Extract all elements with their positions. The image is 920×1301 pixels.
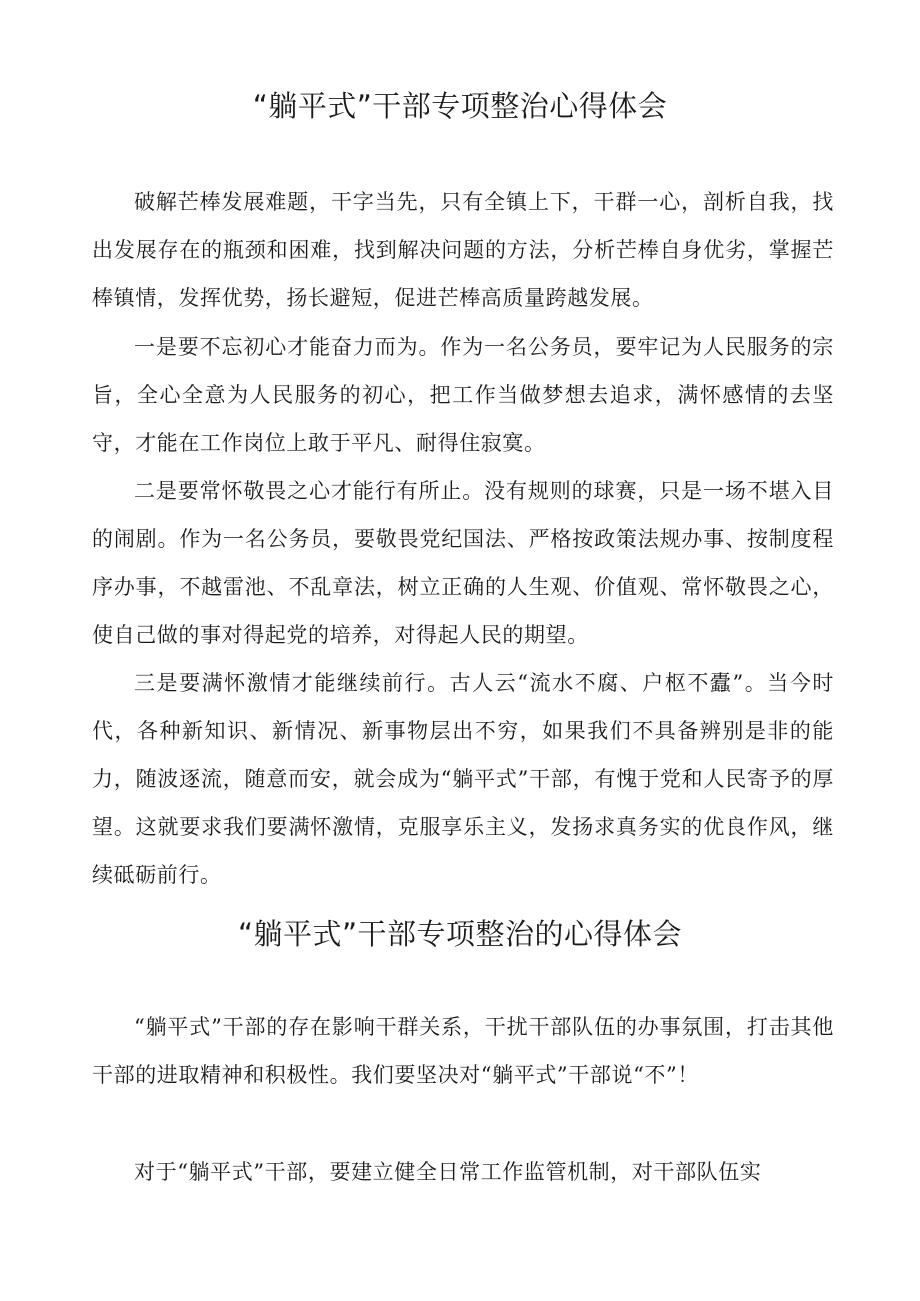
paragraph: 破解芒棒发展难题，干字当先，只有全镇上下，干群一心，剖析自我，找出发展存在的瓶颈和困难，找到解决问题的方法，分析芒棒自身优劣，掌握芒棒镇情，发挥优势，扬长避短，促进芒棒高质量跨越发展。 [92, 190, 834, 310]
paragraph: 三是要满怀激情才能继续前行。古人云“流水不腐、户枢不蠹”。当今时代，各种新知识、新情况、新事物层出不穷，如果我们不具备辨别是非的能力，随波逐流，随意而安，就会成为“躺平式”干部，有愧于党和人民寄予的厚望。这就要求我们要满怀激情，克服享乐主义，发扬求真务实的优良作风，继续砥砺前行。 [92, 671, 834, 887]
paragraph: 对于“躺平式”干部，要建立健全日常工作监管机制，对干部队伍实 [134, 1160, 762, 1184]
paragraph: “躺平式”干部的存在影响干群关系，干扰干部队伍的办事氛围，打击其他干部的进取精神和积极性。我们要坚决对“躺平式”干部说“不”！ [92, 1015, 834, 1087]
section-title: “躺平式”干部专项整治心得体会 [252, 89, 668, 123]
paragraph: 二是要常怀敬畏之心才能行有所止。没有规则的球赛，只是一场不堪入目的闹剧。作为一名公务员，要敬畏党纪国法、严格按政策法规办事、按制度程序办事，不越雷池、不乱章法，树立正确的人生观、价值观、常怀敬畏之心，使自己做的事对得起党的培养，对得起人民的期望。 [92, 479, 834, 647]
paragraph: 一是要不忘初心才能奋力而为。作为一名公务员，要牢记为人民服务的宗旨，全心全意为人民服务的初心，把工作当做梦想去追求，满怀感情的去坚守，才能在工作岗位上敢于平凡、耐得住寂寞。 [92, 335, 834, 455]
section-title: “躺平式”干部专项整治的心得体会 [237, 917, 683, 951]
